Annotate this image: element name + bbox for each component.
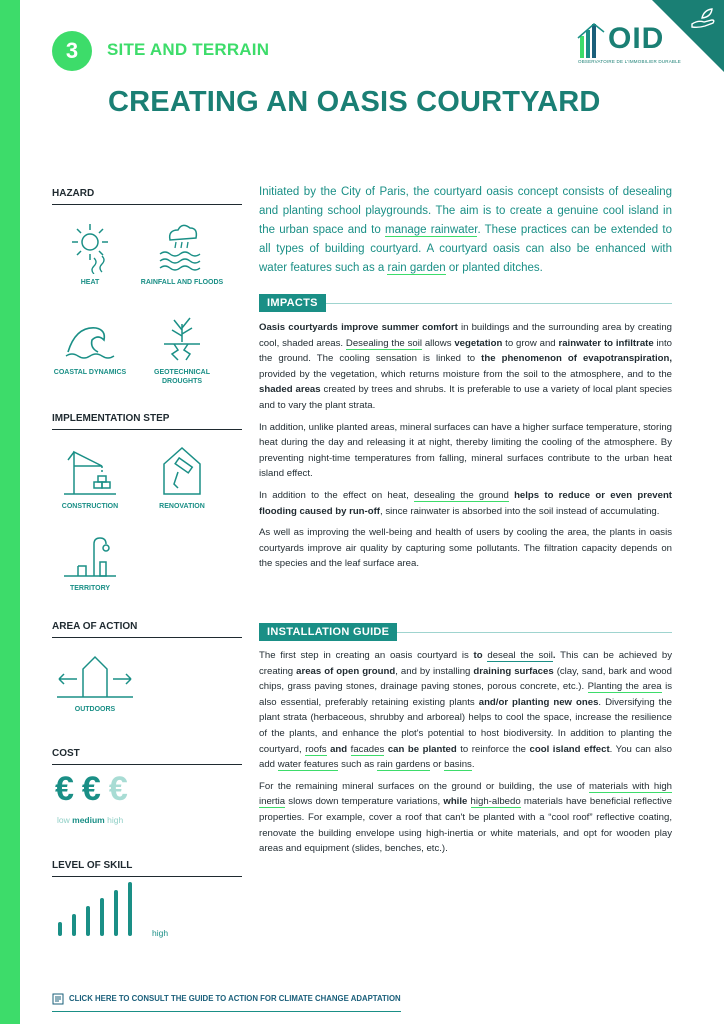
skill-level-bar xyxy=(114,890,118,936)
sun-heat-icon xyxy=(62,222,118,274)
intro-paragraph xyxy=(259,183,672,278)
text: is also essential, preferably retaining existing plants xyxy=(259,681,673,708)
skill-level-bar xyxy=(86,906,90,936)
skill-level-bar xyxy=(72,914,76,936)
rain-gardens-link[interactable]: rain gardens xyxy=(376,759,431,771)
skill-section xyxy=(52,860,242,877)
cost-section xyxy=(52,748,242,765)
text: such as xyxy=(338,759,377,771)
impacts-paragraph-4: As well as improving the well-being and health of users by cooling the area, the plants in oasis courtyards improve air quality by capturing some pollutants. The filtration capacity depends on the species and the leaf surface area. xyxy=(259,527,672,570)
step-number-badge: 3 xyxy=(52,31,92,71)
left-accent-bar xyxy=(0,0,20,1024)
climate-guide-link-text: CLICK HERE TO CONSULT THE GUIDE TO ACTION FOR CLIMATE CHANGE ADAPTATION xyxy=(69,994,401,1004)
desealing-ground-link[interactable]: desealing the ground xyxy=(414,489,509,501)
wave-icon xyxy=(62,316,118,364)
high-albedo-link[interactable]: high-albedo xyxy=(470,796,521,808)
hazard-heading: HAZARD xyxy=(52,188,242,205)
skill-level-bar xyxy=(100,898,104,936)
text: The first step in creating an oasis courtyard is xyxy=(259,650,474,661)
text: This can be achieved by creating xyxy=(259,650,672,677)
page-title: CREATING AN OASIS COURTYARD xyxy=(108,86,601,118)
text: to grow and xyxy=(502,337,559,349)
cost-scale-low: low xyxy=(57,815,70,825)
bold-text: cool island effect xyxy=(529,743,610,755)
implementation-item-renovation xyxy=(137,444,227,511)
desealing-soil-link[interactable]: Desealing the soil xyxy=(345,337,422,349)
text: into the ground. The cooling sensation is linked to xyxy=(259,337,673,365)
text: For the remaining mineral surfaces on the ground or building, the use of xyxy=(259,780,590,792)
area-heading: AREA OF ACTION xyxy=(52,621,242,638)
deseal-soil-link[interactable]: deseal the soil xyxy=(487,650,553,661)
cracked-ground-icon xyxy=(154,314,210,364)
section-title: SITE AND TERRAIN xyxy=(107,40,270,59)
installation-paragraph-1 xyxy=(259,648,672,773)
text: provided by the vegetation, which returns moisture from the soil to the atmosphere, and to the xyxy=(259,368,672,380)
paint-roller-icon xyxy=(154,444,210,498)
bold-text: vegetation xyxy=(454,337,503,349)
text: In addition to the effect on heat, xyxy=(259,489,415,501)
bold-text: draining surfaces xyxy=(473,665,554,677)
bold-text: and xyxy=(326,743,351,755)
streetlamp-icon xyxy=(60,536,120,580)
intro-text: Initiated by the City of Paris, the courtyard oasis concept consists of desealing and planting school playgrounds. The aim is to create a genuine cool island in the urban space and to xyxy=(259,186,672,236)
implementation-section xyxy=(52,413,242,430)
implementation-heading: IMPLEMENTATION STEP xyxy=(52,413,242,430)
bold-text: the phenomenon of evapotranspiration, xyxy=(481,353,672,365)
text: . You can also add xyxy=(259,743,673,771)
impacts-heading: IMPACTS xyxy=(259,294,326,312)
euro-icon: € xyxy=(108,770,128,808)
hazard-item-heat xyxy=(45,222,135,287)
hazard-label: COASTAL DYNAMICS xyxy=(53,369,127,376)
bold-text: to xyxy=(473,650,488,661)
logo-tagline: OBSERVATOIRE DE L'IMMOBILIER DURABLE xyxy=(578,59,682,64)
bold-text: can be planted xyxy=(384,743,457,755)
cost-scale xyxy=(57,815,123,825)
intro-text: . These practices can be extended to all types of building courtyard. A courtyard oasis can also be enhanced with water features such as a xyxy=(259,224,672,274)
text: . xyxy=(471,759,475,771)
hazard-label: HEAT xyxy=(80,279,100,286)
bold-text: rainwater to infiltrate xyxy=(558,337,654,349)
text: allows xyxy=(422,337,455,349)
climate-guide-link[interactable] xyxy=(52,993,401,1012)
hand-leaf-icon xyxy=(688,6,718,32)
cost-symbols xyxy=(55,770,136,809)
skill-level-bar xyxy=(128,882,132,936)
bold-text: Oasis courtyards improve summer comfort xyxy=(259,322,458,333)
implementation-label: CONSTRUCTION xyxy=(61,503,119,510)
area-section xyxy=(52,621,242,638)
roofs-link[interactable]: roofs xyxy=(305,743,327,755)
euro-icon: € xyxy=(55,770,74,808)
intro-text: or planted ditches. xyxy=(445,262,543,274)
document-icon xyxy=(52,993,64,1005)
text: , and by installing xyxy=(395,665,474,677)
planting-area-link[interactable]: Planting the area xyxy=(587,681,662,693)
implementation-item-construction xyxy=(45,446,135,511)
impacts-body xyxy=(259,320,672,578)
text: to reinforce the xyxy=(456,743,530,755)
impacts-paragraph-3 xyxy=(259,488,672,519)
cost-scale-medium: medium xyxy=(72,815,105,825)
manage-rainwater-link[interactable]: manage rainwater xyxy=(384,224,478,236)
hazard-item-coastal xyxy=(45,316,135,377)
bold-text: while xyxy=(443,796,468,808)
bold-text: . xyxy=(552,650,556,661)
implementation-item-territory xyxy=(45,536,135,593)
installation-paragraph-2 xyxy=(259,779,672,857)
installation-body xyxy=(259,648,672,863)
text: created by trees and shrubs. It is preferable to use a variety of local plant species and to vary the plant strata. xyxy=(259,384,672,411)
hazard-section xyxy=(52,188,242,205)
skill-level-label: high xyxy=(152,928,169,938)
impacts-paragraph-2: In addition, unlike planted areas, mineral surfaces can have a higher surface temperature, storing heat during the day and releasing it at night, thereby limiting the cooling of the atmosphere. By preventing night-time temperatures from falling, mineral surfaces contribute to the urban heat island effect. xyxy=(259,421,672,480)
text: or xyxy=(430,759,445,771)
impacts-paragraph-1 xyxy=(259,320,672,414)
skill-heading: LEVEL OF SKILL xyxy=(52,860,242,877)
hazard-item-rainfall xyxy=(137,220,227,287)
text: slows down temperature variations, xyxy=(285,796,444,808)
area-label: OUTDOORS xyxy=(74,706,116,713)
installation-heading: INSTALLATION GUIDE xyxy=(259,623,397,641)
implementation-label: TERRITORY xyxy=(69,585,111,592)
cost-scale-high: high xyxy=(107,815,124,825)
implementation-label: RENOVATION xyxy=(159,503,205,510)
text: in buildings and the surrounding area by creating cool, shaded areas. xyxy=(259,322,672,349)
bold-text: and/or planting new ones xyxy=(478,696,599,708)
text: (clay, sand, bark and wood chips, grass paving stones, drainage paving stones, porous concrete, etc.). xyxy=(259,665,672,693)
bold-text: areas of open ground xyxy=(296,665,396,677)
skill-level-bar xyxy=(58,922,62,936)
water-features-link[interactable]: water features xyxy=(277,759,339,771)
hazard-item-drought xyxy=(137,314,227,386)
hazard-label: GEOTECHNICAL DROUGHTS xyxy=(154,369,210,385)
bold-text: helps to reduce or even prevent flooding caused by run-off xyxy=(259,489,673,517)
cost-heading: COST xyxy=(52,748,242,765)
text: . Diversifying the plant strata (herbaceous, shrubby and arboreal) helps to cool the space, increase the resilience of the plants, and enhance the plot's potential to host biodiversity. In addition to planting the courtyard, xyxy=(259,696,672,755)
crane-icon xyxy=(60,446,120,498)
area-item-outdoors xyxy=(50,651,140,714)
euro-icon: € xyxy=(81,770,101,808)
text: , since rainwater is absorbed into the soil instead of accumulating. xyxy=(379,505,660,517)
logo-name: OID xyxy=(608,22,665,55)
hazard-label: RAINFALL AND FLOODS xyxy=(140,279,224,286)
text: materials have beneficial reflective properties. For example, cover a roof that can't be planted with a “cool roof” reflective coating, renovate the building envelope using high-inertia or white materials, and opt for wooden play areas and equipment (slides, benches, etc.). xyxy=(259,796,673,855)
facades-link[interactable]: facades xyxy=(350,743,385,755)
materials-high-inertia-link[interactable]: materials with high inertia xyxy=(259,780,672,808)
rain-garden-link[interactable]: rain garden xyxy=(387,262,446,274)
rain-flood-icon xyxy=(154,220,210,274)
basins-link[interactable]: basins xyxy=(444,759,472,771)
house-arrows-icon xyxy=(55,651,135,701)
bold-text: shaded areas xyxy=(259,384,321,396)
